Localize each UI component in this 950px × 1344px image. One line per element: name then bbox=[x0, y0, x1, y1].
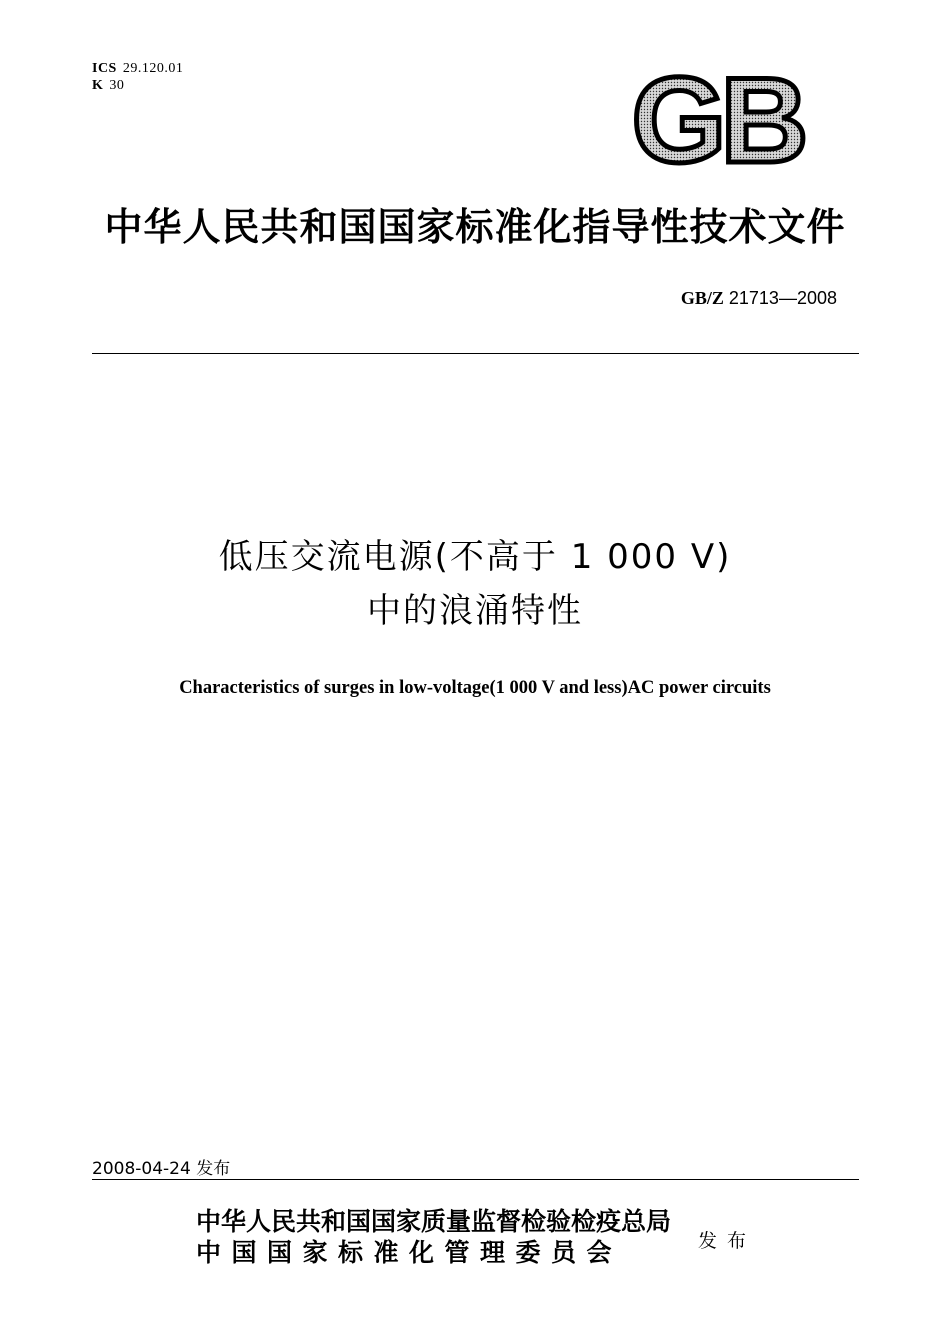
bottom-divider bbox=[92, 1179, 859, 1180]
issue-verb: 发布 bbox=[698, 1230, 757, 1252]
english-title: Characteristics of surges in low-voltage(1 000 V and less)AC power circuits bbox=[179, 678, 771, 698]
gb-logo-text: GB bbox=[631, 72, 803, 168]
top-divider bbox=[92, 353, 859, 354]
ics-line bbox=[92, 60, 183, 77]
standard-code: 21713—2008 bbox=[728, 288, 837, 308]
issuing-authorities bbox=[196, 1206, 671, 1268]
chinese-title-line-1: 低压交流电源(不高于 1 000 V) bbox=[218, 537, 732, 577]
classification-codes bbox=[92, 60, 183, 94]
chinese-title-line-2: 中的浪涌特性 bbox=[367, 591, 583, 631]
document-type: 中华人民共和国国家标准化指导性技术文件 bbox=[104, 205, 846, 249]
issuer-sac: 中国国家标准化管理委员会 bbox=[196, 1238, 623, 1267]
standard-number bbox=[681, 288, 837, 309]
ccs-line bbox=[92, 77, 183, 94]
ccs-code: 30 bbox=[109, 78, 125, 93]
ics-label: ICS bbox=[92, 61, 117, 76]
standard-prefix: GB/Z bbox=[680, 288, 724, 308]
ccs-label: K bbox=[92, 78, 104, 93]
issuer-aqsiq: 中华人民共和国国家质量监督检验检疫总局 bbox=[196, 1207, 672, 1236]
ics-code: 29.120.01 bbox=[122, 61, 184, 76]
chinese-title bbox=[0, 530, 950, 638]
gb-logo bbox=[622, 72, 812, 168]
issue-date: 2008-04-24 发布 bbox=[92, 1159, 231, 1179]
